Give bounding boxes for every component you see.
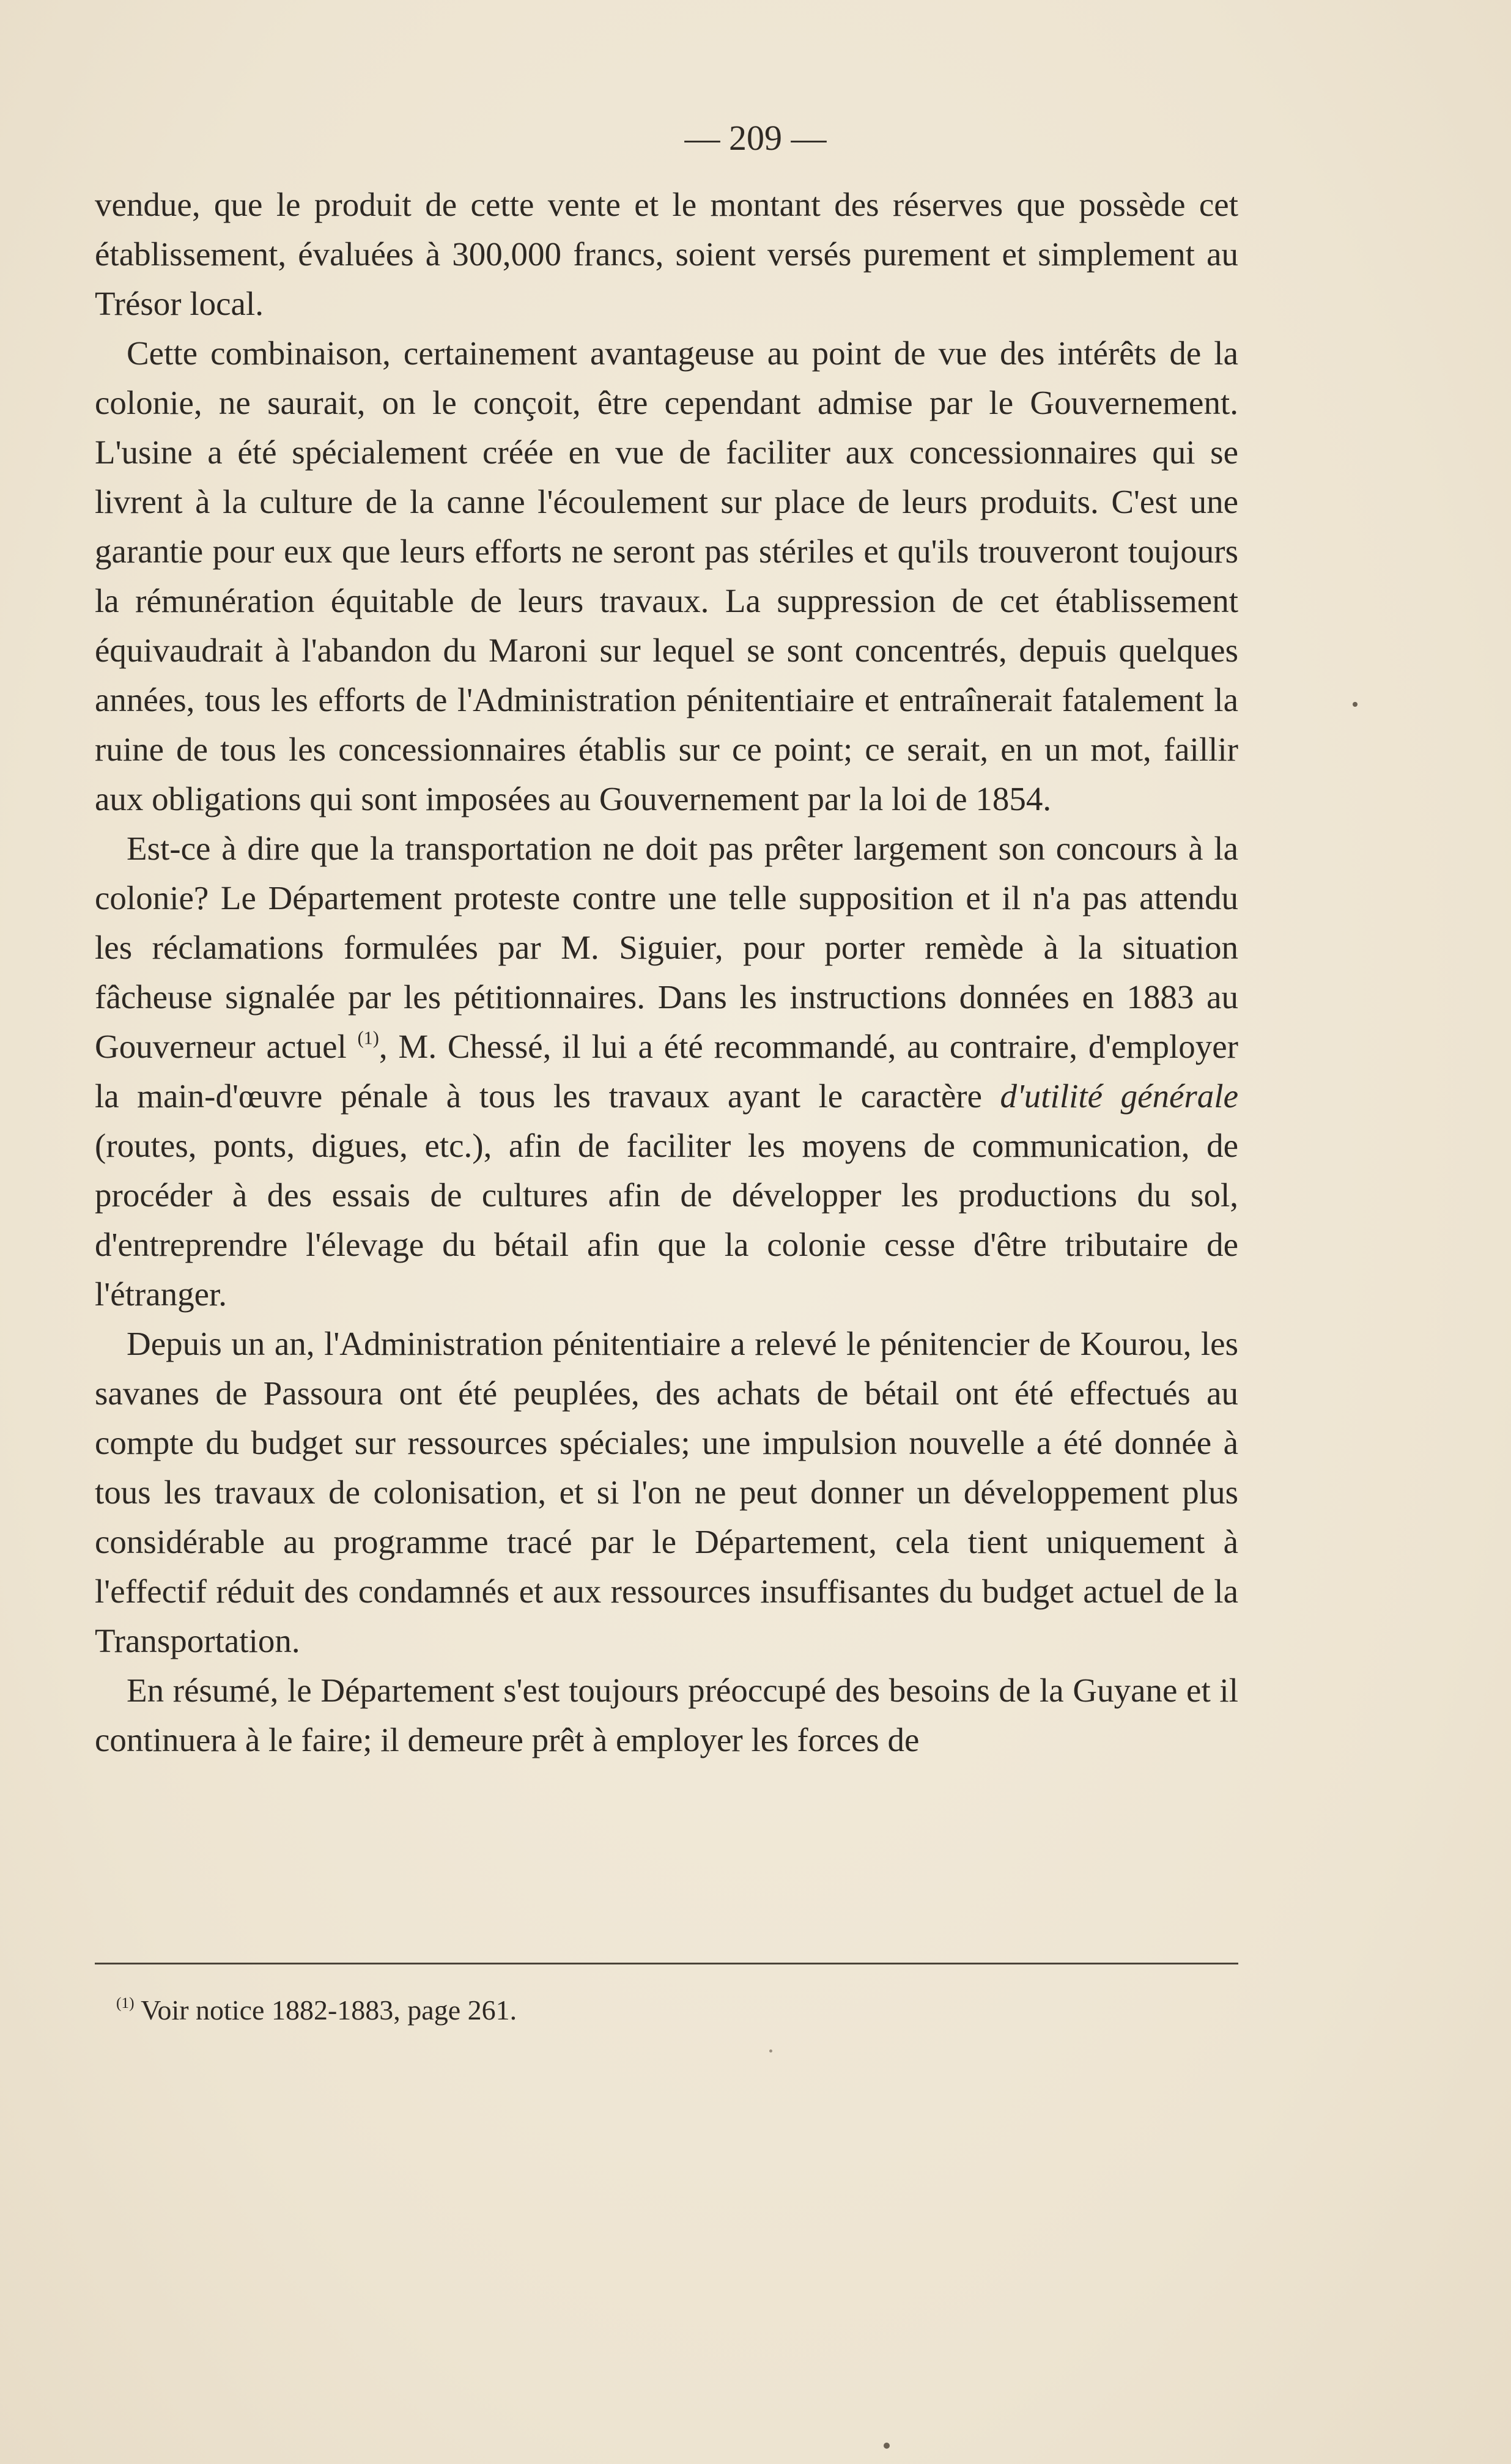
- paragraph: Cette combinaison, certainement avantageuse au point de vue des intérêts de la colonie, ne saurait, on le conçoit, être cependant admise par le Gouvernement. L'usine a été spécialement créée en vue de faciliter aux concessionnaires qui se livrent à la culture de la canne l'écoulement sur place de leurs produits. C'est une garantie pour eux que leurs efforts ne seront pas stériles et qu'ils trouveront toujours la rémunération équitable de leurs travaux. La suppression de cet établissement équivaudrait à l'abandon du Maroni sur lequel se sont concentrés, depuis quelques années, tous les efforts de l'Administration pénitentiaire et entraînerait fatalement la ruine de tous les concessionnaires établis sur ce point; ce serait, en un mot, faillir aux obligations qui sont imposées au Gouvernement par la loi de 1854.: [95, 334, 1238, 817]
- paragraph-text: , M. Chessé, il lui a été recommandé, au contraire, d'employer la main-d'œuvre pénale à tous les travaux ayant le caractère: [95, 1028, 1238, 1115]
- paragraph: En résumé, le Département s'est toujours préoccupé des besoins de la Guyane et il continuera à le faire; il demeure prêt à employer les forces de: [95, 1672, 1238, 1758]
- footnote: [116, 1992, 1217, 2029]
- paragraph-text: Est-ce à dire que la transportation ne doit pas prêter largement son concours à la colonie? Le Département proteste contre une telle supposition et il n'a pas attendu les réclamations formulées par M. Siguier, pour porter remède à la situation fâcheuse signalée par les pétitionnaires. Dans les instructions données en 1883 au Gouverneur actuel: [95, 830, 1238, 1065]
- paragraph: vendue, que le produit de cette vente et le montant des réserves que possède cet établissement, évaluées à 300,000 francs, soient versés purement et simplement au Trésor local.: [95, 186, 1238, 322]
- paragraph: [95, 824, 1238, 1319]
- footnote-text: Voir notice 1882-1883, page 261.: [134, 1994, 517, 2026]
- emphasized-text: d'utilité générale: [1000, 1077, 1238, 1115]
- paragraph-text: (routes, ponts, digues, etc.), afin de faciliter les moyens de communication, de procéder à des essais de cultures afin de développer les productions du sol, d'entreprendre l'élevage du bétail afin que la colonie cesse d'être tributaire de l'étranger.: [95, 1127, 1238, 1313]
- footnote-divider: [95, 1963, 1238, 1964]
- paper-speck: [769, 2049, 772, 2053]
- paper-speck: [884, 2443, 890, 2449]
- page-number: — 209 —: [684, 118, 827, 158]
- footnote-mark: (1): [116, 1994, 135, 2012]
- paragraph: Depuis un an, l'Administration pénitentiaire a relevé le pénitencier de Kourou, les savanes de Passoura ont été peuplées, des achats de bétail ont été effectués au compte du budget sur ressources spéciales; une impulsion nouvelle a été donnée à tous les travaux de colonisation, et si l'on ne peut donner un développement plus considérable au programme tracé par le Département, cela tient uniquement à l'effectif réduit des condamnés et aux ressources insuffisantes du budget actuel de la Transportation.: [95, 1325, 1238, 1659]
- paper-speck: [1353, 702, 1358, 707]
- body-text: [95, 180, 1238, 1765]
- footnote-reference: (1): [357, 1027, 379, 1049]
